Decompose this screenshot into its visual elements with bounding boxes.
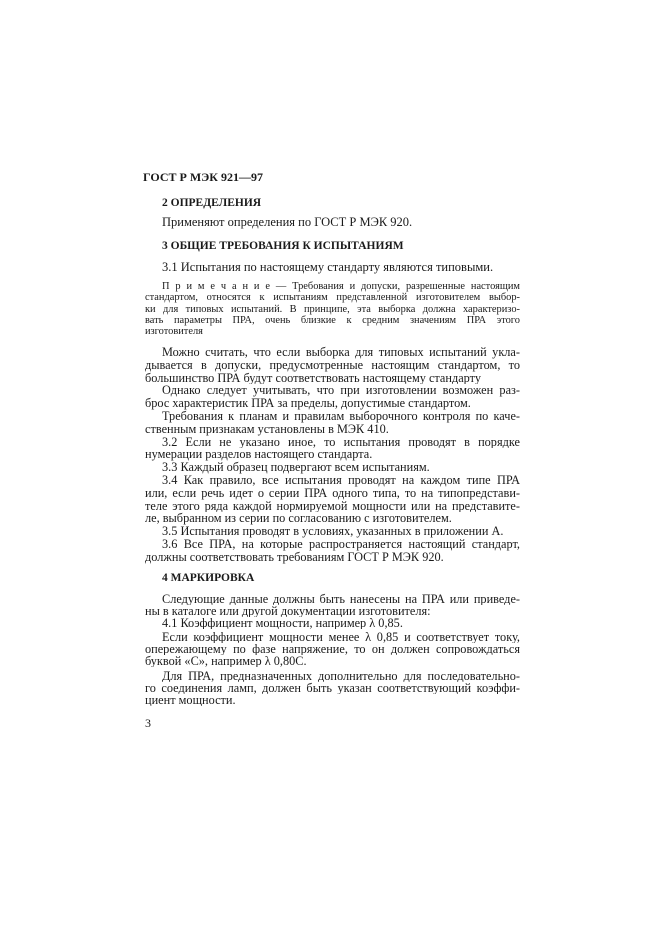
- text-line: нумерации разделов настоящего стандарта.: [145, 448, 373, 462]
- note-line: стандартом, относятся к испытаниям представленной изготовителем выбор-: [145, 292, 520, 304]
- text-line: или, если речь идет о серии ПРА одного типа, то на типопредстави-: [145, 486, 520, 500]
- note-line: ки для типовых испытаний. В принципе, эта выборка должна характеризо-: [145, 303, 520, 315]
- text-line: Следующие данные должны быть нанесены на ПРА или приведе-: [162, 593, 520, 605]
- page-number: 3: [145, 716, 151, 730]
- text-line: Однако следует учитывать, что при изготовлении возможен раз-: [162, 384, 520, 398]
- text-line: Для ПРА, предназначенных дополнительно для последовательно-: [162, 670, 520, 682]
- text-line: циент мощности.: [145, 694, 236, 706]
- text-line: дывается в допуски, предусмотренные настоящим стандартом, то: [145, 358, 520, 372]
- section-2-text: Применяют определения по ГОСТ Р МЭК 920.: [162, 215, 413, 229]
- text-line: ны в каталоге или другой документации изготовителя:: [145, 605, 431, 617]
- section-4-title: 4 МАРКИРОВКА: [162, 572, 255, 584]
- section-3-body: [145, 346, 520, 564]
- text-line: Требования к планам и правилам выборочного контроля по каче-: [162, 409, 520, 423]
- text-line: го соединения ламп, должен быть указан соответствующий коэффи-: [145, 682, 520, 694]
- text-line: теле этого ряда каждой нормируемой мощности или на представите-: [145, 499, 520, 513]
- text-line: 3.6 Все ПРА, на которые распространяется настоящий стандарт,: [162, 537, 520, 551]
- text-line: 3.4 Как правило, все испытания проводят на каждом типе ПРА: [162, 473, 520, 487]
- clause-3-1: 3.1 Испытания по настоящему стандарту являются типовыми.: [162, 260, 494, 274]
- section-3-title: 3 ОБЩИЕ ТРЕБОВАНИЯ К ИСПЫТАНИЯМ: [162, 240, 404, 252]
- text-line: опережающему по фазе напряжение, то он должен сопровождаться: [145, 643, 520, 655]
- text-line: буквой «С», например λ 0,80С.: [145, 655, 307, 667]
- text-line: Можно считать, что если выборка для типовых испытаний укла-: [162, 346, 520, 359]
- note-line: вать параметры ПРА, очень близкие к средним значениям ПРА этого: [145, 314, 520, 326]
- note-block: [145, 281, 520, 337]
- text-line: 3.3 Каждый образец подвергают всем испытаниям.: [162, 461, 430, 474]
- text-line: Если коэффициент мощности менее λ 0,85 и соответствует току,: [162, 631, 520, 643]
- text-line: 4.1 Коэффициент мощности, например λ 0,85.: [162, 617, 403, 629]
- text-line: должны соответствовать требованиям ГОСТ Р МЭК 920.: [145, 550, 444, 564]
- text-line: ле, выбранном из серии по согласованию с изготовителем.: [145, 512, 452, 526]
- text-line: 3.2 Если не указано иное, то испытания проводят в порядке: [162, 435, 520, 449]
- section-4-body: [145, 593, 520, 706]
- note-line: изготовителя: [145, 326, 203, 338]
- text-line: брос характеристик ПРА за пределы, допустимые стандартом.: [145, 397, 471, 410]
- text-line: 3.5 Испытания проводят в условиях, указанных в приложении А.: [162, 525, 504, 538]
- text-line: ственным признакам установлены в МЭК 410.: [145, 422, 389, 436]
- document-header: ГОСТ Р МЭК 921—97: [143, 170, 263, 184]
- text-line: большинство ПРА будут соответствовать настоящему стандарту: [145, 371, 482, 385]
- note-line: П р и м е ч а н и е — Требования и допуски, разрешенные настоящим: [162, 281, 520, 292]
- section-2-title: 2 ОПРЕДЕЛЕНИЯ: [162, 197, 262, 209]
